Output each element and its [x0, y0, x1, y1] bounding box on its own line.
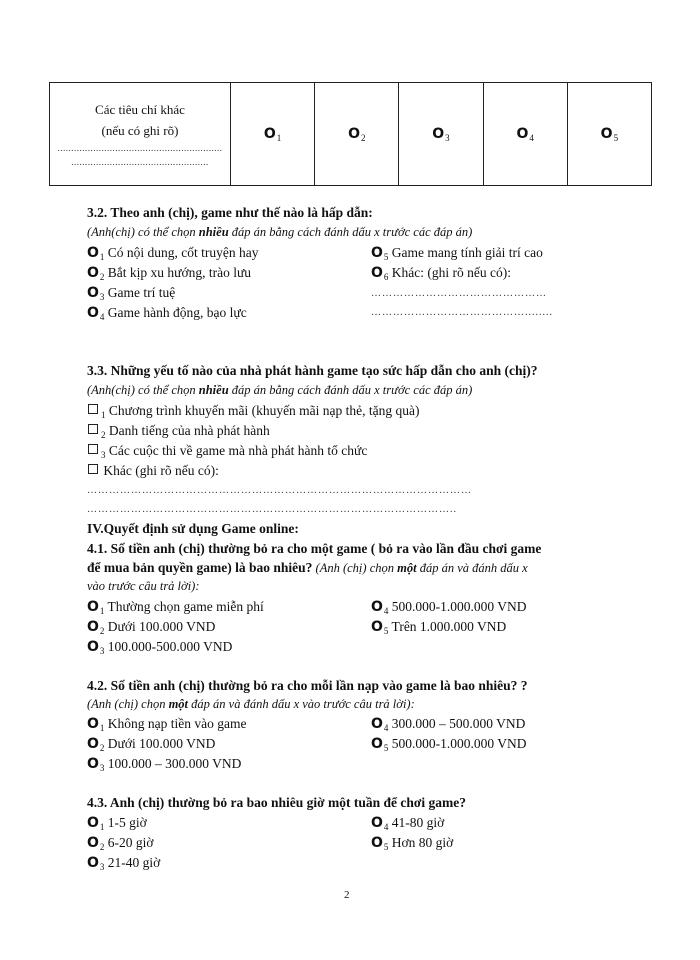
radio-circle-icon[interactable]: O: [263, 125, 276, 142]
option-4-1-4[interactable]: $O_4$ 500.000-1.000.000 VND: [371, 599, 527, 616]
radio-circle-icon[interactable]: O: [371, 815, 383, 831]
criteria-dots-1: ............................................................: [57, 143, 223, 153]
radio-circle-icon[interactable]: O: [87, 265, 99, 281]
radio-circle-icon[interactable]: O: [432, 125, 445, 142]
rating-number: 2: [360, 132, 366, 143]
radio-circle-icon[interactable]: O: [87, 756, 99, 772]
option-4-1-1[interactable]: $O_1$ Thường chọn game miễn phí: [87, 599, 264, 616]
radio-circle-icon[interactable]: O: [87, 305, 99, 321]
rating-cell-5[interactable]: [567, 83, 651, 186]
option-4-2-1[interactable]: $O_1$ Không nạp tiền vào game: [87, 716, 247, 733]
radio-circle-icon[interactable]: O: [87, 815, 99, 831]
rating-cell-3[interactable]: [399, 83, 483, 186]
radio-circle-icon[interactable]: O: [87, 285, 99, 301]
question-4-1-title-line1: 4.1. Số tiền anh (chị) thường bỏ ra cho một game ( bỏ ra vào lần đầu chơi game: [87, 541, 542, 556]
radio-circle-icon[interactable]: O: [371, 619, 383, 635]
option-4-3-3[interactable]: $O_3$ 21-40 giờ: [87, 855, 161, 872]
option-3-2-5[interactable]: $O_5$ Game mang tính giải trí cao: [371, 245, 543, 262]
option-4-2-3[interactable]: $O_3$ 100.000 – 300.000 VND: [87, 756, 242, 773]
radio-circle-icon[interactable]: O: [87, 716, 99, 732]
option-3-3-1[interactable]: $_1$ Chương trình khuyến mãi (khuyến mãi nạp thẻ, tặng quà): [88, 403, 420, 420]
radio-circle-icon[interactable]: O: [516, 125, 529, 142]
radio-circle-icon[interactable]: O: [600, 125, 613, 142]
checkbox-icon[interactable]: [88, 404, 98, 414]
option-3-2-1[interactable]: $O_1$ Có nội dung, cốt truyện hay: [87, 245, 259, 262]
criteria-sublabel: (nếu có ghi rõ): [101, 123, 179, 138]
other-answer-line-1[interactable]: …………………………………………: [371, 288, 547, 299]
radio-circle-icon[interactable]: O: [87, 619, 99, 635]
option-4-3-1[interactable]: $O_1$ 1-5 giờ: [87, 815, 147, 832]
checkbox-icon[interactable]: [88, 424, 98, 434]
question-4-2-note: (Anh (chị) chọn một đáp án và đánh dấu x vào trước câu trả lời):: [87, 697, 415, 711]
option-3-2-3[interactable]: $O_3$ Game trí tuệ: [87, 285, 176, 302]
option-4-3-5[interactable]: $O_5$ Hơn 80 giờ: [371, 835, 454, 852]
rating-number: 3: [445, 132, 450, 143]
option-3-3-2[interactable]: $_2$ Danh tiếng của nhà phát hành: [88, 423, 270, 440]
criteria-table: [49, 82, 652, 186]
question-4-1-title-line2: để mua bản quyền game) là bao nhiêu? (Anh (chị) chọn một đáp án và đánh dấu x: [87, 560, 528, 575]
question-3-3-note: (Anh(chị) có thể chọn nhiều đáp án bằng cách đánh dấu x trước các đáp án): [87, 383, 473, 397]
rating-cell-2[interactable]: [315, 83, 399, 186]
option-4-1-2[interactable]: $O_2$ Dưới 100.000 VND: [87, 619, 216, 636]
option-4-3-4[interactable]: $O_4$ 41-80 giờ: [371, 815, 445, 832]
other-answer-line-2[interactable]: ……………………………………........: [371, 307, 553, 318]
question-4-1-note: vào trước câu trả lời):: [87, 579, 200, 593]
question-3-2-title: 3.2. Theo anh (chị), game như thế nào là hấp dẫn:: [87, 205, 373, 220]
radio-circle-icon[interactable]: O: [87, 835, 99, 851]
criteria-label: Các tiêu chí khác: [95, 102, 185, 117]
radio-circle-icon[interactable]: O: [371, 245, 383, 261]
rating-number: 4: [529, 132, 534, 143]
option-3-2-2[interactable]: $O_2$ Bắt kịp xu hướng, trào lưu: [87, 265, 252, 282]
rating-number: 1: [276, 132, 282, 143]
option-4-1-3[interactable]: $O_3$ 100.000-500.000 VND: [87, 639, 233, 656]
option-3-3-3[interactable]: $_3$ Các cuộc thi về game mà nhà phát hành tổ chức: [88, 443, 367, 460]
option-4-2-5[interactable]: $O_5$ 500.000-1.000.000 VND: [371, 736, 527, 753]
option-3-2-4[interactable]: $O_4$ Game hành động, bạo lực: [87, 305, 247, 322]
checkbox-icon[interactable]: [88, 444, 98, 454]
option-3-2-6[interactable]: $O_6$ Khác: (ghi rõ nếu có):: [371, 265, 511, 282]
rating-cell-4[interactable]: [483, 83, 567, 186]
page-number: 2: [344, 889, 350, 901]
question-4-2-title: 4.2. Số tiền anh (chị) thường bỏ ra cho mỗi lần nạp vào game là bao nhiêu? ?: [87, 678, 528, 693]
other-answer-line-4[interactable]: ………………………………………………………………………………………..: [87, 504, 457, 515]
section-4-title: IV.Quyết định sử dụng Game online:: [87, 521, 299, 536]
radio-circle-icon[interactable]: O: [87, 639, 99, 655]
option-4-3-2[interactable]: $O_2$ 6-20 giờ: [87, 835, 154, 852]
option-4-2-2[interactable]: $O_2$ Dưới 100.000 VND: [87, 736, 216, 753]
radio-circle-icon[interactable]: O: [348, 125, 360, 142]
checkbox-icon[interactable]: [88, 464, 98, 474]
criteria-label-cell: [50, 83, 231, 186]
radio-circle-icon[interactable]: O: [87, 245, 99, 261]
criteria-dots-2: ..................................................: [71, 157, 209, 167]
radio-circle-icon[interactable]: O: [87, 855, 99, 871]
option-4-2-4[interactable]: $O_4$ 300.000 – 500.000 VND: [371, 716, 526, 733]
rating-cell-1[interactable]: [231, 83, 315, 186]
radio-circle-icon[interactable]: O: [371, 736, 383, 752]
radio-circle-icon[interactable]: O: [87, 736, 99, 752]
rating-number: 5: [613, 132, 619, 143]
radio-circle-icon[interactable]: O: [371, 835, 383, 851]
radio-circle-icon[interactable]: O: [87, 599, 99, 615]
question-4-3-title: 4.3. Anh (chị) thường bỏ ra bao nhiêu giờ một tuần để chơi game?: [87, 795, 466, 810]
question-3-3-title: 3.3. Những yếu tố nào của nhà phát hành game tạo sức hấp dẫn cho anh (chị)?: [87, 363, 538, 378]
radio-circle-icon[interactable]: O: [371, 716, 383, 732]
radio-circle-icon[interactable]: O: [371, 599, 383, 615]
option-4-1-5[interactable]: $O_5$ Trên 1.000.000 VND: [371, 619, 507, 636]
question-3-2-note: (Anh(chị) có thể chọn nhiều đáp án bằng cách đánh dấu x trước các đáp án): [87, 225, 473, 239]
other-answer-line-3[interactable]: ……………………………………………………………………………………………: [87, 485, 472, 496]
option-3-3-other[interactable]: Khác (ghi rõ nếu có):: [88, 463, 219, 479]
radio-circle-icon[interactable]: O: [371, 265, 383, 281]
